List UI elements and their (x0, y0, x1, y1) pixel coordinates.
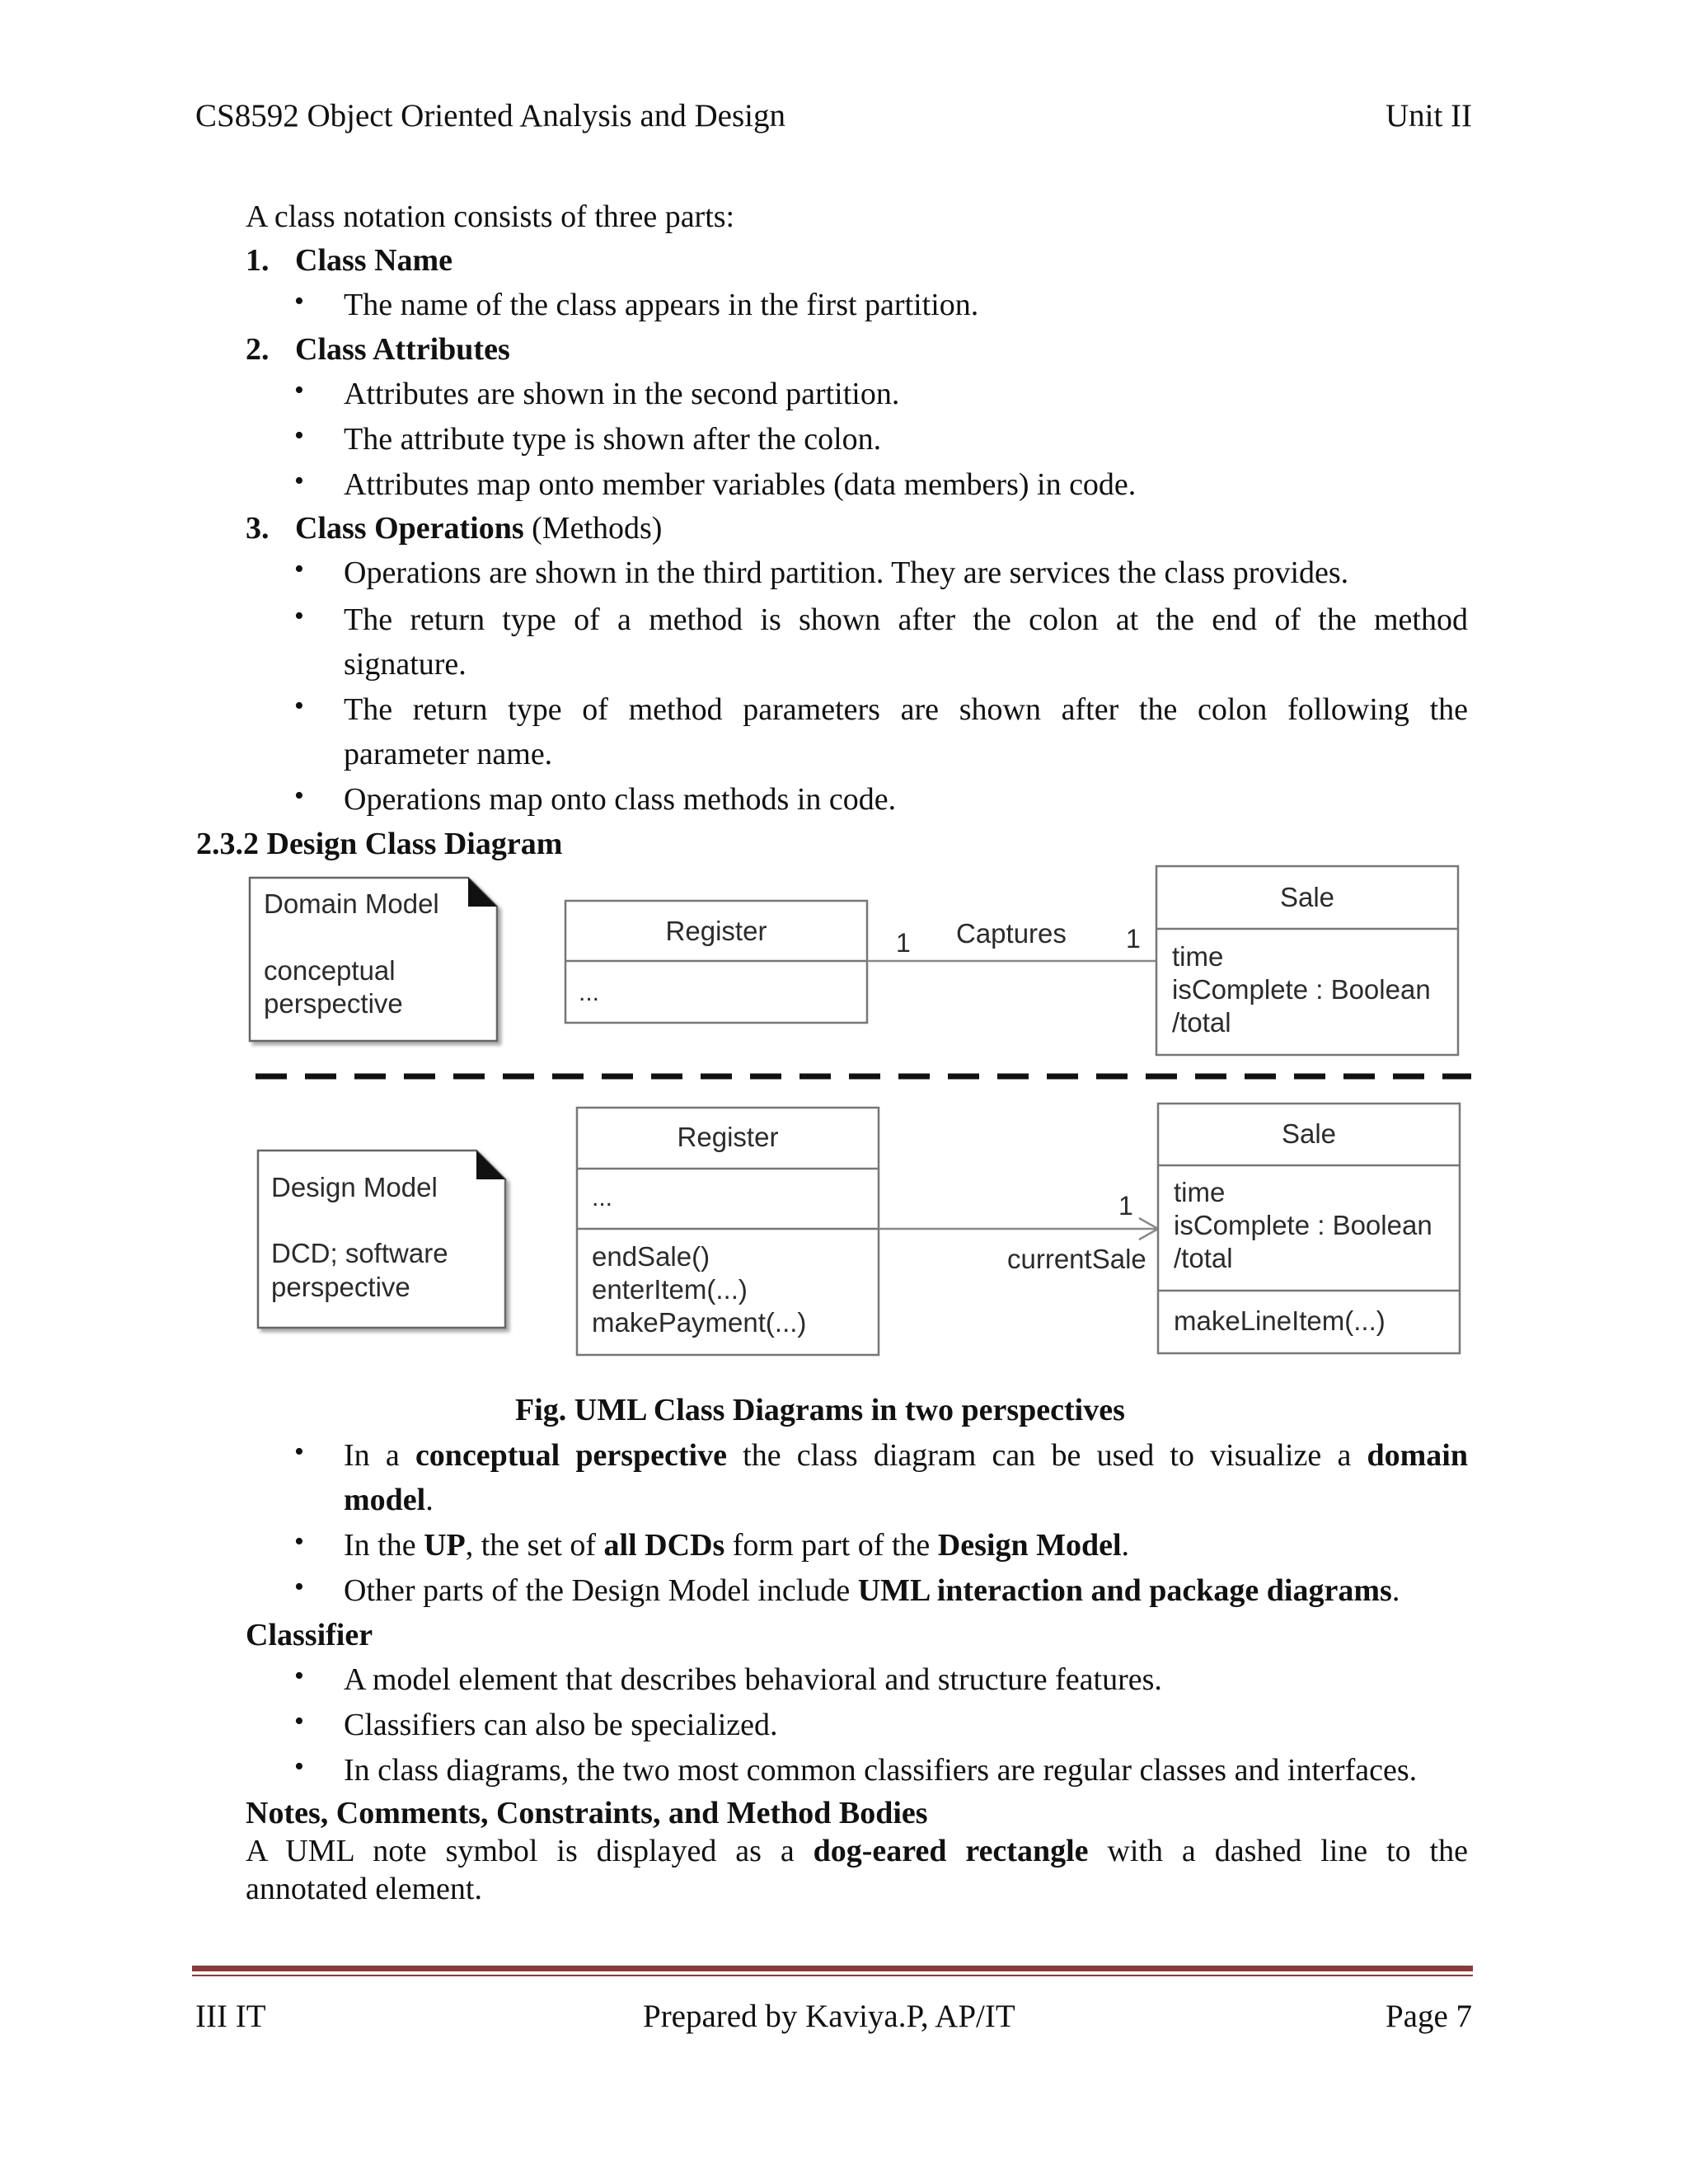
bullet-icon: • (294, 286, 304, 316)
part-2-title: Class Attributes (295, 332, 510, 367)
design-note-line-1: DCD; software (271, 1238, 448, 1268)
pb1-text-2: the class diagram can be used to visualize a (726, 1438, 1367, 1473)
notes-heading: Notes, Comments, Constraints, and Method Bodies (246, 1796, 928, 1830)
pb2-bold-2: all DCDs (603, 1528, 725, 1563)
bullet-icon: • (294, 466, 304, 496)
register-domain-name: Register (665, 916, 767, 946)
current-sale-multiplicity: 1 (1118, 1191, 1133, 1221)
sale-domain-attr-2: isComplete : Boolean (1172, 974, 1431, 1005)
bullet-icon: • (294, 420, 304, 451)
part-1-number: 1. (246, 243, 270, 278)
bullet-icon: • (294, 1661, 304, 1691)
register-op-2: enterItem(...) (592, 1274, 748, 1305)
register-domain-class (565, 901, 867, 1023)
sale-design-class (1158, 1104, 1460, 1353)
bullet-icon: • (294, 375, 304, 405)
dog-ear-icon (468, 878, 497, 907)
pb3-text-1: Other parts of the Design Model include (344, 1573, 858, 1608)
register-op-3: makePayment(...) (592, 1307, 807, 1338)
perspective-bullet-3 (344, 1568, 1400, 1613)
footer-left: III IT (195, 1999, 266, 2034)
design-note-line-2: perspective (271, 1272, 410, 1302)
domain-note-line-1: conceptual (264, 955, 396, 986)
captures-left-multiplicity: 1 (896, 928, 911, 958)
part-3-bullet-2-cont: signature. (344, 647, 467, 682)
part-3-bullet-3: The return type of method parameters are shown after the colon following the (344, 692, 1468, 727)
perspective-bullet-1 (344, 1433, 1468, 1478)
sale-design-name: Sale (1281, 1118, 1337, 1149)
classifier-heading: Classifier (246, 1618, 373, 1652)
sale-domain-class (1156, 866, 1458, 1055)
pb2-bold-3: Design Model (937, 1528, 1122, 1563)
bullet-icon: • (294, 554, 304, 584)
part-2-bullet-2: The attribute type is shown after the colon. (344, 422, 882, 457)
figure-caption: Fig. UML Class Diagrams in two perspectives (515, 1393, 1125, 1427)
part-3-bullet-4: Operations map onto class methods in code. (344, 782, 897, 817)
intro-text: A class notation consists of three parts: (246, 199, 735, 234)
captures-right-multiplicity: 1 (1126, 924, 1141, 954)
part-2-bullet-3: Attributes map onto member variables (data members) in code. (344, 467, 1137, 502)
pb2-bold-1: UP (424, 1528, 466, 1563)
pb1-bold-2: domain (1367, 1438, 1468, 1473)
dog-ear-icon (476, 1151, 505, 1179)
pb1-bold-1: conceptual perspective (415, 1438, 727, 1473)
sale-domain-attr-3: /total (1172, 1007, 1231, 1038)
part-3-title: Class Operations (295, 511, 524, 546)
footer-center: Prepared by Kaviya.P, AP/IT (643, 1999, 1015, 2034)
perspective-bullet-1-cont (344, 1478, 434, 1522)
bullet-icon: • (294, 780, 304, 811)
pb3-text-2: . (1391, 1573, 1400, 1608)
notes-text-1: A UML note symbol is displayed as a (246, 1834, 814, 1868)
pb2-text-1: In the (344, 1528, 424, 1563)
pb1-line2-rest: . (425, 1483, 434, 1517)
section-heading: 2.3.2 Design Class Diagram (196, 827, 563, 861)
part-1-bullet-1: The name of the class appears in the first partition. (344, 288, 979, 322)
design-note-title: Design Model (271, 1172, 438, 1202)
part-1-title: Class Name (295, 243, 453, 278)
domain-note-line-2: perspective (264, 988, 403, 1019)
sale-domain-name: Sale (1279, 882, 1335, 912)
captures-label: Captures (956, 918, 1067, 949)
domain-model-note (250, 878, 497, 1041)
sale-design-attr-2: isComplete : Boolean (1174, 1210, 1432, 1240)
bullet-icon: • (294, 1526, 304, 1557)
part-2-bullet-1: Attributes are shown in the second partition. (344, 377, 900, 411)
footer-rule (192, 1966, 1473, 1971)
classifier-bullet-1: A model element that describes behavioral and structure features. (344, 1662, 1162, 1697)
pb3-bold-1: UML interaction and package diagrams (857, 1573, 1392, 1608)
notes-text-2: with a dashed line to the (1088, 1834, 1468, 1868)
domain-note-title: Domain Model (264, 888, 439, 919)
part-3-number: 3. (246, 511, 270, 546)
bullet-icon: • (294, 1436, 304, 1467)
header-unit: Unit II (1385, 98, 1472, 134)
footer-rule-thin (192, 1975, 1473, 1976)
sale-domain-attr-1: time (1172, 941, 1224, 972)
register-op-1: endSale() (592, 1241, 710, 1272)
notes-paragraph-line-2: annotated element. (246, 1872, 482, 1906)
register-design-name: Register (677, 1122, 779, 1152)
bullet-icon: • (294, 691, 304, 721)
notes-bold: dog-eared rectangle (813, 1834, 1089, 1868)
current-sale-role: currentSale (1007, 1244, 1146, 1274)
bullet-icon: • (294, 601, 304, 631)
sale-op-1: makeLineItem(...) (1174, 1305, 1386, 1336)
pb1-line2-bold: model (344, 1483, 426, 1517)
part-3-bullet-3-cont: parameter name. (344, 737, 553, 771)
pb2-text-2: , the set of (465, 1528, 604, 1563)
sale-design-attr-3: /total (1174, 1243, 1233, 1273)
bullet-icon: • (294, 1572, 304, 1602)
register-design-attr: ... (592, 1184, 613, 1212)
bullet-icon: • (294, 1706, 304, 1736)
part-3-bullet-2: The return type of a method is shown after the colon at the end of the method (344, 602, 1468, 637)
classifier-bullet-2: Classifiers can also be specialized. (344, 1708, 778, 1742)
pb2-text-3: form part of the (724, 1528, 938, 1563)
classifier-bullet-3: In class diagrams, the two most common classifiers are regular classes and interfaces. (344, 1753, 1418, 1788)
register-domain-attr: ... (579, 979, 600, 1006)
register-design-class (577, 1108, 879, 1355)
header-course: CS8592 Object Oriented Analysis and Design (195, 98, 785, 134)
part-3-bullet-1: Operations are shown in the third partition. They are services the class provides. (344, 555, 1349, 590)
footer-page-number: Page 7 (1385, 1999, 1472, 2034)
part-2-number: 2. (246, 332, 270, 367)
design-model-note (258, 1151, 505, 1328)
pb2-text-4: . (1121, 1528, 1130, 1563)
bullet-icon: • (294, 1751, 304, 1782)
sale-design-attr-1: time (1174, 1177, 1226, 1207)
part-3-suffix: (Methods) (523, 511, 663, 546)
perspective-bullet-2 (344, 1523, 1129, 1568)
pb1-text-1: In a (344, 1438, 415, 1473)
